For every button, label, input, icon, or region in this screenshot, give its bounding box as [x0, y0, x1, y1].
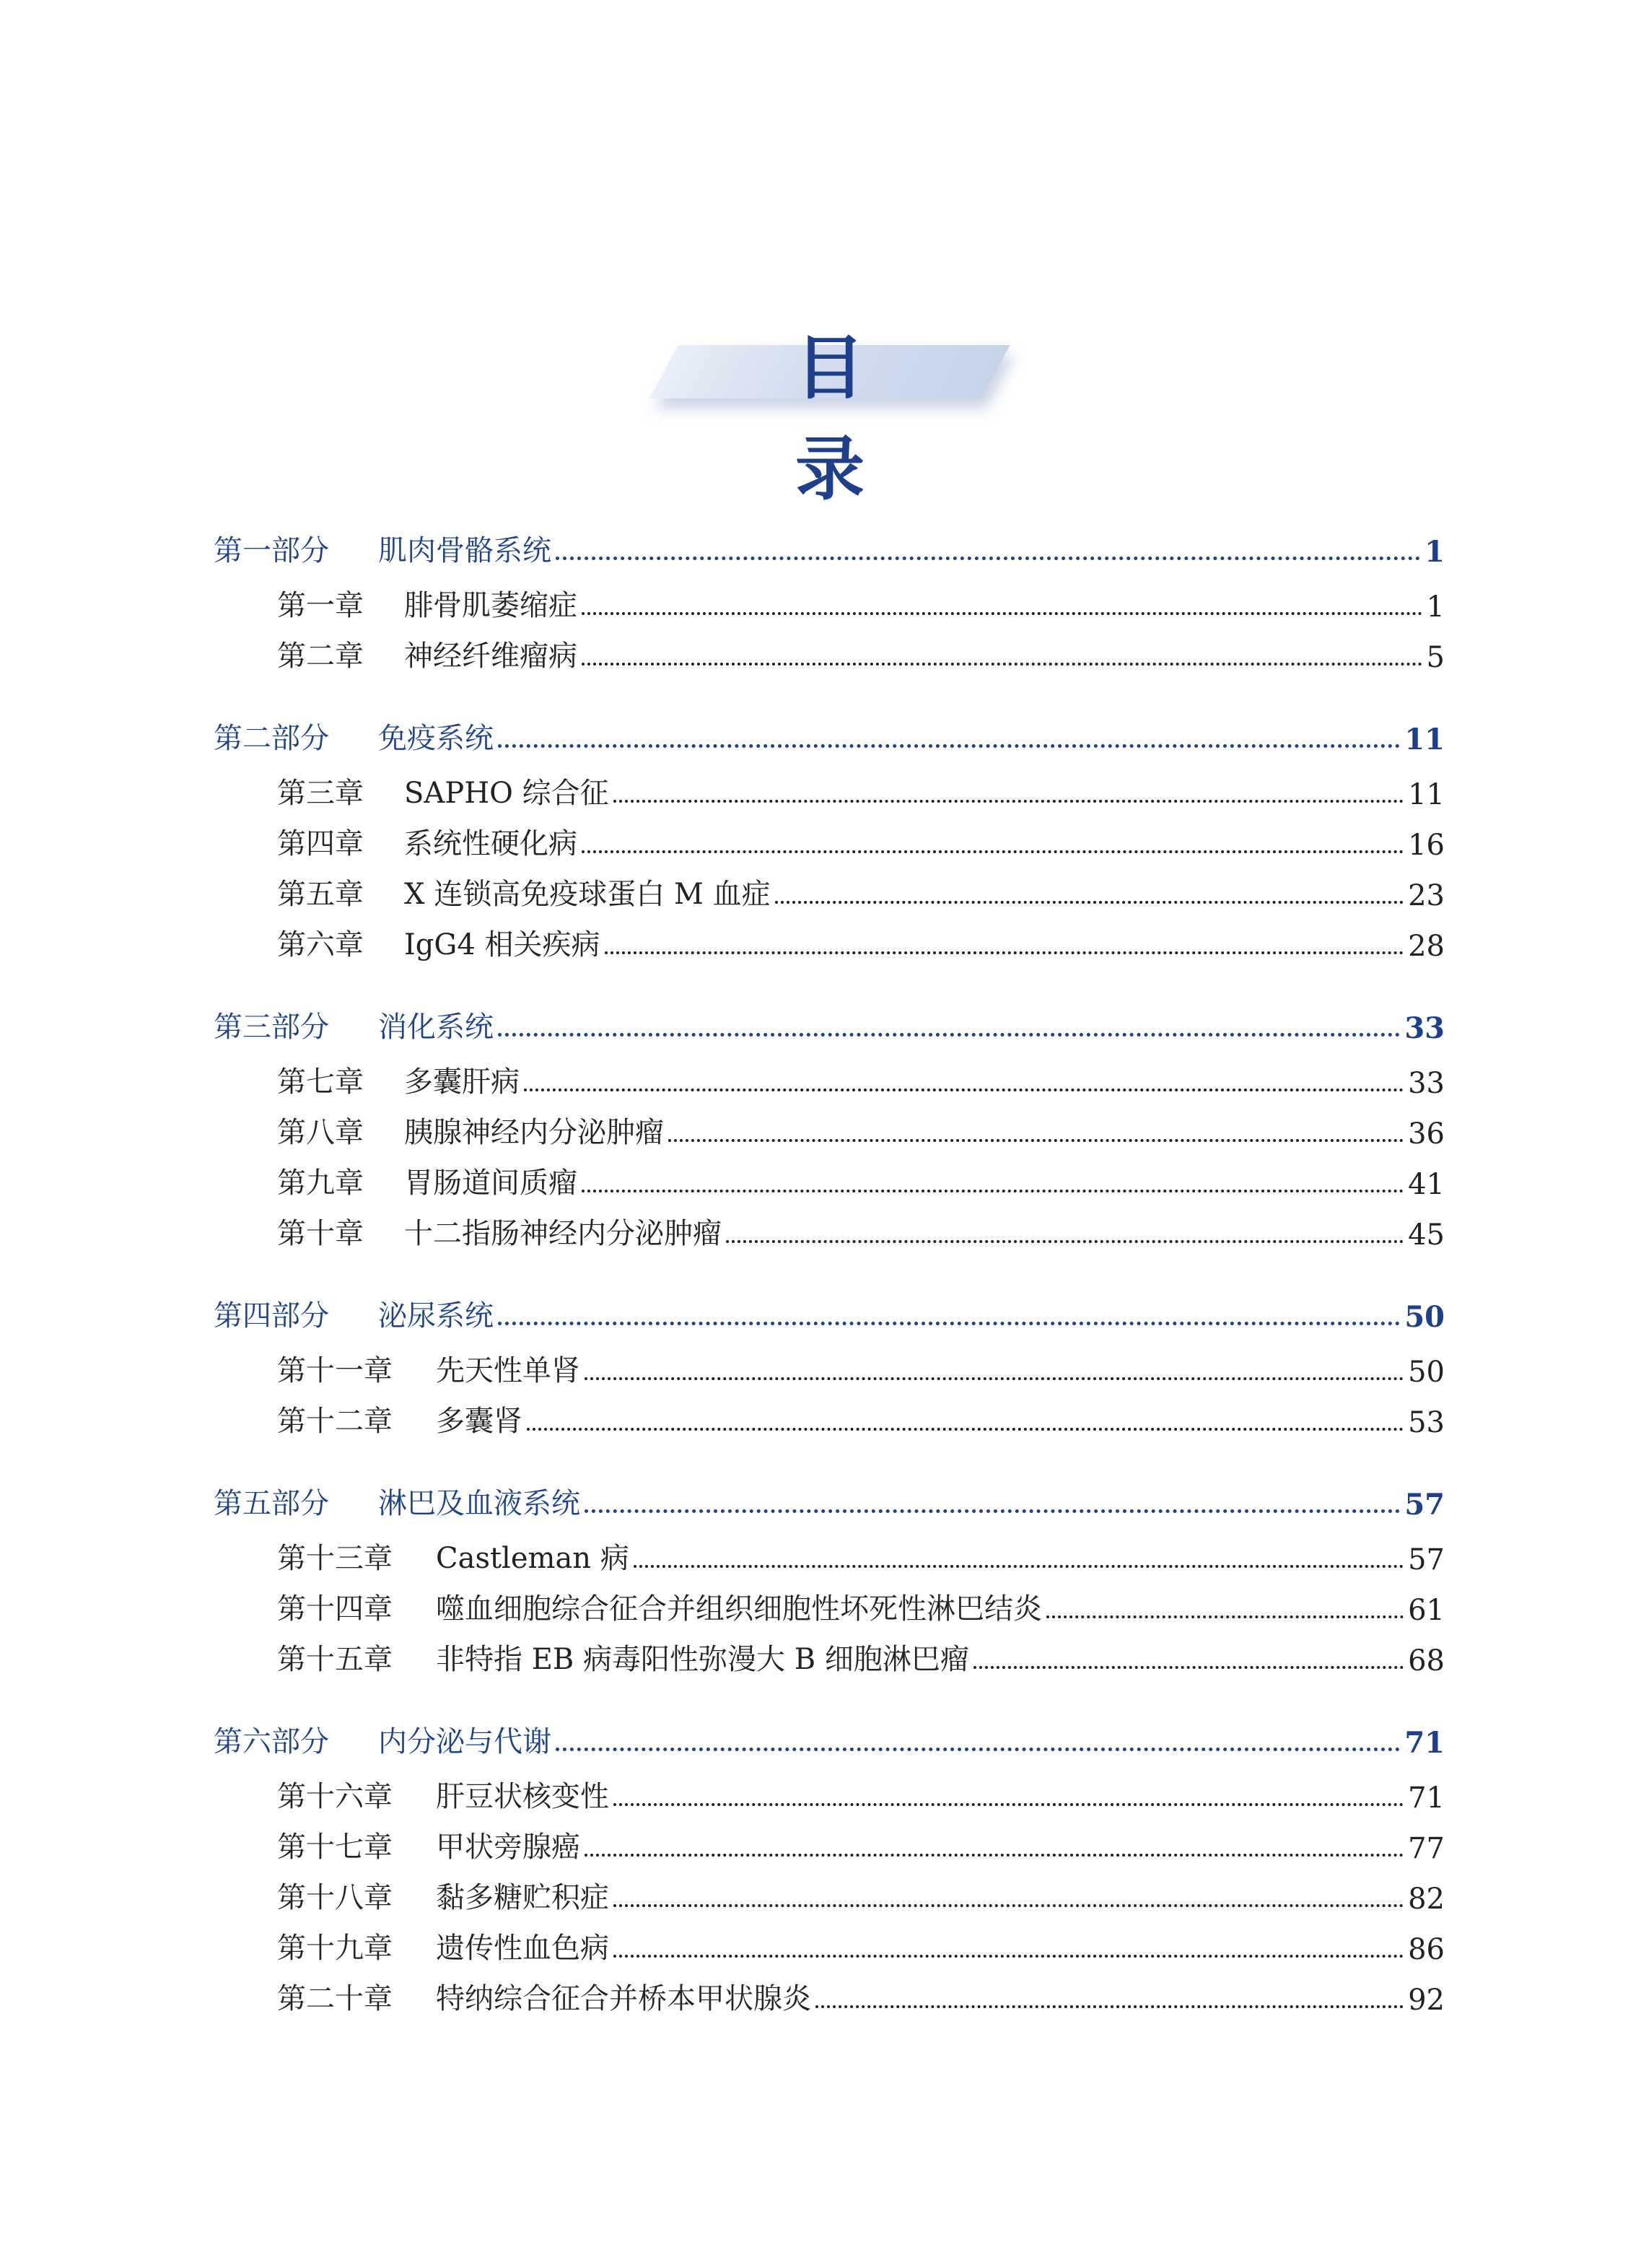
chapter-title: 肝豆状核变性 [436, 1780, 609, 1813]
part-title: 肌肉骨骼系统 [378, 534, 551, 567]
chapter-title: 系统性硬化病 [404, 827, 577, 860]
part-label: 第三部分 [214, 1011, 329, 1044]
part-title: 消化系统 [378, 1011, 494, 1044]
chapter-page-number: 33 [1408, 1067, 1445, 1100]
chapter-page-number: 5 [1426, 641, 1445, 674]
chapter-label: 第一章 [277, 589, 364, 622]
toc-part-entry[interactable] [214, 995, 1445, 1045]
toc-part [214, 706, 1445, 963]
chapter-title: 十二指肠神经内分泌肿瘤 [404, 1217, 722, 1250]
chapter-page-number: 77 [1408, 1832, 1445, 1865]
chapter-title: 胃肠道间质瘤 [404, 1166, 577, 1200]
part-label: 第四部分 [214, 1299, 329, 1333]
dot-leader [582, 612, 1422, 615]
dot-leader [613, 1904, 1404, 1907]
chapter-label: 第八章 [277, 1116, 364, 1149]
part-page-number: 1 [1424, 535, 1445, 569]
chapter-title: 噬血细胞综合征合并组织细胞性坏死性淋巴结炎 [436, 1592, 1042, 1626]
dot-leader [1046, 1615, 1404, 1618]
dot-leader [585, 1854, 1404, 1857]
chapter-page-number: 71 [1408, 1781, 1445, 1815]
chapter-label: 第三章 [277, 777, 364, 810]
chapter-page-number: 82 [1408, 1883, 1445, 1916]
chapter-title: 胰腺神经内分泌肿瘤 [404, 1116, 664, 1149]
toc-chapter-entry[interactable] [214, 1627, 1445, 1678]
chapter-page-number: 28 [1408, 930, 1445, 963]
dot-leader [582, 1190, 1404, 1192]
chapter-label: 第十一章 [277, 1354, 393, 1387]
dot-leader [775, 901, 1404, 904]
dot-leader [498, 1033, 1400, 1037]
toc-part [214, 1283, 1445, 1439]
chapter-page-number: 68 [1408, 1644, 1445, 1678]
chapter-label: 第十五章 [277, 1643, 393, 1676]
chapter-label: 第十八章 [277, 1881, 393, 1914]
part-page-number: 57 [1404, 1488, 1445, 1522]
part-page-number: 33 [1404, 1011, 1445, 1045]
chapter-page-number: 50 [1408, 1356, 1445, 1389]
page-title: 目 录 [795, 328, 1064, 510]
chapter-label: 第四章 [277, 827, 364, 860]
part-label: 第一部分 [214, 534, 329, 567]
toc-chapter-entry[interactable] [214, 573, 1445, 624]
chapter-title: 神经纤维瘤病 [404, 640, 577, 673]
part-label: 第五部分 [214, 1487, 329, 1520]
toc-chapter-entry[interactable] [214, 1201, 1445, 1252]
toc-chapter-entry[interactable] [214, 1050, 1445, 1100]
toc-chapter-entry[interactable] [214, 1865, 1445, 1916]
chapter-title: 遗传性血色病 [436, 1932, 609, 1965]
toc-part [214, 1709, 1445, 2017]
dot-leader [726, 1240, 1404, 1243]
chapter-title: 非特指 EB 病毒阳性弥漫大 B 细胞淋巴瘤 [436, 1643, 969, 1676]
part-title: 内分泌与代谢 [378, 1725, 551, 1758]
chapter-title: 腓骨肌萎缩症 [404, 589, 577, 622]
chapter-page-number: 92 [1408, 1984, 1445, 2017]
chapter-label: 第二十章 [277, 1982, 393, 2015]
chapter-page-number: 57 [1408, 1543, 1445, 1576]
dot-leader [556, 1748, 1400, 1751]
toc-part [214, 1471, 1445, 1678]
toc-part-entry[interactable] [214, 518, 1445, 569]
dot-leader [613, 1955, 1404, 1958]
dot-leader [582, 850, 1404, 853]
part-title: 泌尿系统 [378, 1299, 494, 1333]
dot-leader [498, 1322, 1400, 1325]
chapter-title: 多囊肝病 [404, 1065, 520, 1099]
dot-leader [613, 1803, 1404, 1806]
toc-chapter-entry[interactable] [214, 1966, 1445, 2017]
dot-leader [634, 1565, 1404, 1568]
chapter-title: 多囊肾 [436, 1405, 522, 1438]
toc-chapter-entry[interactable] [214, 624, 1445, 674]
part-title: 淋巴及血液系统 [378, 1487, 580, 1520]
chapter-label: 第七章 [277, 1065, 364, 1099]
toc-chapter-entry[interactable] [214, 862, 1445, 912]
toc-chapter-entry[interactable] [214, 1151, 1445, 1201]
toc-chapter-entry[interactable] [214, 912, 1445, 963]
chapter-page-number: 1 [1426, 590, 1445, 624]
part-page-number: 50 [1404, 1300, 1445, 1334]
toc-part-entry[interactable] [214, 1471, 1445, 1522]
toc-chapter-entry[interactable] [214, 1526, 1445, 1576]
chapter-label: 第十六章 [277, 1780, 393, 1813]
chapter-label: 第十二章 [277, 1405, 393, 1438]
dot-leader [527, 1428, 1404, 1431]
chapter-page-number: 45 [1408, 1218, 1445, 1252]
toc-title-block [649, 318, 1064, 510]
chapter-label: 第十七章 [277, 1831, 393, 1864]
dot-leader [556, 557, 1420, 560]
dot-leader [668, 1139, 1404, 1142]
toc-part [214, 518, 1445, 674]
dot-leader [585, 1377, 1404, 1380]
chapter-label: 第九章 [277, 1166, 364, 1200]
toc-chapter-entry[interactable] [214, 1815, 1445, 1865]
chapter-title: 黏多糖贮积症 [436, 1881, 609, 1914]
chapter-title: SAPHO 综合征 [404, 777, 609, 810]
dot-leader [582, 663, 1422, 666]
chapter-label: 第二章 [277, 640, 364, 673]
dot-leader [973, 1666, 1404, 1669]
chapter-page-number: 23 [1408, 879, 1445, 912]
toc-part [214, 995, 1445, 1252]
chapter-page-number: 16 [1408, 829, 1445, 862]
chapter-page-number: 36 [1408, 1117, 1445, 1151]
part-label: 第二部分 [214, 722, 329, 755]
toc-chapter-entry[interactable] [214, 811, 1445, 862]
chapter-page-number: 53 [1408, 1406, 1445, 1439]
chapter-title: IgG4 相关疾病 [404, 928, 600, 961]
toc-chapter-entry[interactable] [214, 761, 1445, 811]
chapter-page-number: 11 [1408, 778, 1445, 811]
dot-leader [815, 2005, 1404, 2008]
chapter-page-number: 61 [1408, 1594, 1445, 1627]
chapter-title: Castleman 病 [436, 1542, 629, 1575]
dot-leader [585, 1509, 1400, 1513]
chapter-title: 甲状旁腺癌 [436, 1831, 580, 1864]
chapter-page-number: 41 [1408, 1168, 1445, 1201]
part-title: 免疫系统 [378, 722, 494, 755]
part-page-number: 11 [1404, 723, 1445, 756]
chapter-title: X 连锁高免疫球蛋白 M 血症 [404, 878, 771, 911]
toc-part-entry[interactable] [214, 1709, 1445, 1760]
dot-leader [605, 951, 1404, 954]
dot-leader [524, 1089, 1404, 1091]
part-page-number: 71 [1404, 1726, 1445, 1760]
toc-chapter-entry[interactable] [214, 1100, 1445, 1151]
chapter-label: 第十九章 [277, 1932, 393, 1965]
toc-chapter-entry[interactable] [214, 1916, 1445, 1966]
part-label: 第六部分 [214, 1725, 329, 1758]
chapter-label: 第五章 [277, 878, 364, 911]
toc-chapter-entry[interactable] [214, 1389, 1445, 1439]
chapter-label: 第六章 [277, 928, 364, 961]
toc-chapter-entry[interactable] [214, 1764, 1445, 1815]
chapter-title: 特纳综合征合并桥本甲状腺炎 [436, 1982, 811, 2015]
chapter-label: 第十章 [277, 1217, 364, 1250]
chapter-label: 第十三章 [277, 1542, 393, 1575]
chapter-page-number: 86 [1408, 1933, 1445, 1966]
toc-part-entry[interactable] [214, 706, 1445, 756]
chapter-label: 第十四章 [277, 1592, 393, 1626]
dot-leader [613, 800, 1404, 803]
chapter-title: 先天性单肾 [436, 1354, 580, 1387]
table-of-contents [214, 518, 1445, 2030]
toc-chapter-entry[interactable] [214, 1576, 1445, 1627]
dot-leader [498, 744, 1400, 748]
toc-part-entry[interactable] [214, 1283, 1445, 1334]
toc-chapter-entry[interactable] [214, 1338, 1445, 1389]
